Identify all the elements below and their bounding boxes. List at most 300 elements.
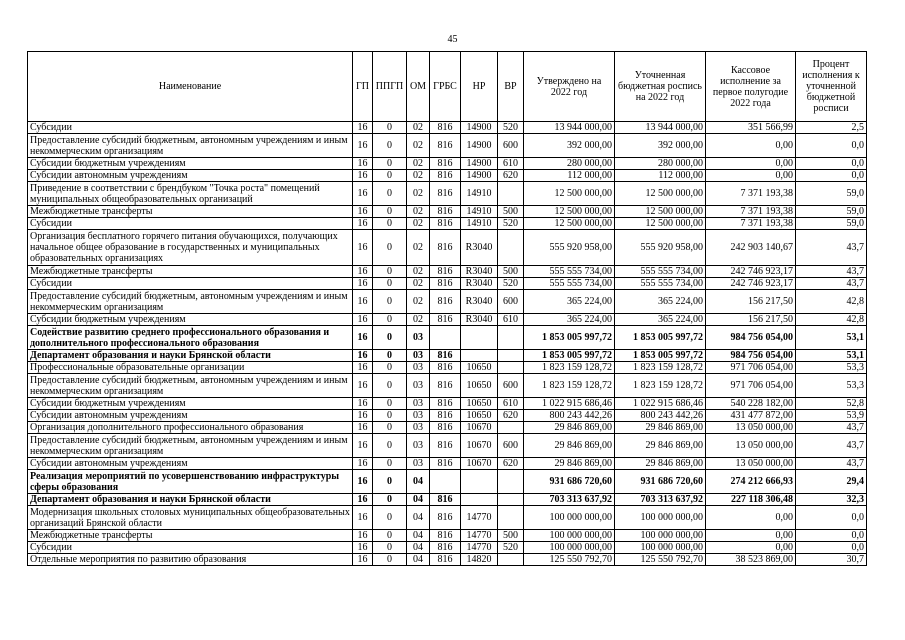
cell-percent: 53,3 bbox=[796, 362, 867, 374]
cell-refined: 1 853 005 997,72 bbox=[615, 350, 706, 362]
cell-gp: 16 bbox=[353, 230, 373, 266]
cell-refined: 1 853 005 997,72 bbox=[615, 326, 706, 350]
table-row bbox=[28, 542, 867, 554]
cell-nr: 10650 bbox=[461, 362, 498, 374]
cell-gp: 16 bbox=[353, 470, 373, 494]
cell-name: Реализация мероприятий по усовершенствованию инфраструктуры сферы образования bbox=[28, 470, 353, 494]
page-number: 45 bbox=[447, 34, 458, 45]
cell-om: 02 bbox=[407, 170, 430, 182]
cell-ppgp: 0 bbox=[373, 290, 407, 314]
cell-refined: 1 823 159 128,72 bbox=[615, 374, 706, 398]
cell-cash: 0,00 bbox=[706, 134, 796, 158]
cell-gp: 16 bbox=[353, 158, 373, 170]
cell-ppgp: 0 bbox=[373, 410, 407, 422]
table-row bbox=[28, 122, 867, 134]
table-row bbox=[28, 494, 867, 506]
cell-approved: 800 243 442,26 bbox=[524, 410, 615, 422]
cell-approved: 392 000,00 bbox=[524, 134, 615, 158]
cell-name: Субсидии bbox=[28, 542, 353, 554]
cell-gp: 16 bbox=[353, 398, 373, 410]
cell-om: 02 bbox=[407, 158, 430, 170]
cell-grbs: 816 bbox=[430, 182, 461, 206]
cell-nr: 14910 bbox=[461, 218, 498, 230]
cell-grbs bbox=[430, 326, 461, 350]
cell-ppgp: 0 bbox=[373, 542, 407, 554]
table-row bbox=[28, 458, 867, 470]
cell-grbs: 816 bbox=[430, 374, 461, 398]
cell-cash: 7 371 193,38 bbox=[706, 182, 796, 206]
cell-nr: 10650 bbox=[461, 410, 498, 422]
table-row bbox=[28, 314, 867, 326]
cell-om: 02 bbox=[407, 278, 430, 290]
cell-name: Департамент образования и науки Брянской области bbox=[28, 350, 353, 362]
cell-name: Содействие развитию среднего профессионального образования и дополнительного профессионального образования bbox=[28, 326, 353, 350]
cell-nr: 10650 bbox=[461, 374, 498, 398]
cell-percent: 59,0 bbox=[796, 218, 867, 230]
cell-cash: 242 903 140,67 bbox=[706, 230, 796, 266]
cell-om: 02 bbox=[407, 134, 430, 158]
cell-percent: 32,3 bbox=[796, 494, 867, 506]
cell-refined: 100 000 000,00 bbox=[615, 506, 706, 530]
cell-grbs: 816 bbox=[430, 134, 461, 158]
cell-gp: 16 bbox=[353, 458, 373, 470]
cell-om: 03 bbox=[407, 362, 430, 374]
cell-ppgp: 0 bbox=[373, 134, 407, 158]
cell-om: 04 bbox=[407, 506, 430, 530]
cell-cash: 242 746 923,17 bbox=[706, 266, 796, 278]
cell-approved: 365 224,00 bbox=[524, 290, 615, 314]
cell-nr bbox=[461, 494, 498, 506]
cell-name: Субсидии автономным учреждениям bbox=[28, 410, 353, 422]
cell-gp: 16 bbox=[353, 326, 373, 350]
cell-percent: 2,5 bbox=[796, 122, 867, 134]
table-row bbox=[28, 326, 867, 350]
cell-gp: 16 bbox=[353, 218, 373, 230]
cell-percent: 43,7 bbox=[796, 266, 867, 278]
cell-grbs: 816 bbox=[430, 350, 461, 362]
cell-grbs: 816 bbox=[430, 554, 461, 566]
cell-grbs: 816 bbox=[430, 218, 461, 230]
cell-refined: 13 944 000,00 bbox=[615, 122, 706, 134]
cell-vr bbox=[498, 230, 524, 266]
cell-name: Предоставление субсидий бюджетным, автономным учреждениям и иным некоммерческим организациям bbox=[28, 134, 353, 158]
cell-ppgp: 0 bbox=[373, 530, 407, 542]
cell-name: Субсидии автономным учреждениям bbox=[28, 458, 353, 470]
cell-cash: 0,00 bbox=[706, 506, 796, 530]
table-row bbox=[28, 134, 867, 158]
cell-ppgp: 0 bbox=[373, 182, 407, 206]
cell-vr bbox=[498, 422, 524, 434]
cell-name: Модернизация школьных столовых муниципальных общеобразовательных организаций Брянской области bbox=[28, 506, 353, 530]
cell-gp: 16 bbox=[353, 134, 373, 158]
table-row bbox=[28, 290, 867, 314]
cell-cash: 971 706 054,00 bbox=[706, 362, 796, 374]
table-body bbox=[28, 122, 867, 566]
cell-refined: 12 500 000,00 bbox=[615, 182, 706, 206]
cell-om: 04 bbox=[407, 530, 430, 542]
cell-ppgp: 0 bbox=[373, 362, 407, 374]
cell-om: 02 bbox=[407, 290, 430, 314]
cell-cash: 0,00 bbox=[706, 530, 796, 542]
table-row bbox=[28, 206, 867, 218]
cell-om: 02 bbox=[407, 266, 430, 278]
cell-percent: 43,7 bbox=[796, 458, 867, 470]
cell-gp: 16 bbox=[353, 554, 373, 566]
cell-gp: 16 bbox=[353, 542, 373, 554]
cell-percent: 29,4 bbox=[796, 470, 867, 494]
cell-vr bbox=[498, 470, 524, 494]
cell-refined: 112 000,00 bbox=[615, 170, 706, 182]
cell-nr: 10670 bbox=[461, 422, 498, 434]
header-ppgp: ППГП bbox=[373, 52, 407, 122]
cell-percent: 42,8 bbox=[796, 290, 867, 314]
header-vr: ВР bbox=[498, 52, 524, 122]
cell-approved: 280 000,00 bbox=[524, 158, 615, 170]
cell-grbs: 816 bbox=[430, 314, 461, 326]
cell-nr: 14900 bbox=[461, 158, 498, 170]
cell-name: Приведение в соответствии с брендбуком "Точка роста" помещений муниципальных общеобразовательных организаций bbox=[28, 182, 353, 206]
cell-om: 04 bbox=[407, 494, 430, 506]
cell-percent: 0,0 bbox=[796, 158, 867, 170]
cell-approved: 29 846 869,00 bbox=[524, 434, 615, 458]
cell-nr bbox=[461, 350, 498, 362]
cell-approved: 29 846 869,00 bbox=[524, 422, 615, 434]
cell-ppgp: 0 bbox=[373, 218, 407, 230]
cell-approved: 12 500 000,00 bbox=[524, 206, 615, 218]
table-row bbox=[28, 362, 867, 374]
cell-gp: 16 bbox=[353, 314, 373, 326]
cell-cash: 431 477 872,00 bbox=[706, 410, 796, 422]
cell-refined: 1 823 159 128,72 bbox=[615, 362, 706, 374]
cell-refined: 555 555 734,00 bbox=[615, 278, 706, 290]
cell-ppgp: 0 bbox=[373, 554, 407, 566]
cell-om: 03 bbox=[407, 458, 430, 470]
header-om: ОМ bbox=[407, 52, 430, 122]
table-row bbox=[28, 158, 867, 170]
cell-refined: 100 000 000,00 bbox=[615, 530, 706, 542]
cell-om: 02 bbox=[407, 230, 430, 266]
cell-vr: 610 bbox=[498, 398, 524, 410]
cell-gp: 16 bbox=[353, 362, 373, 374]
cell-ppgp: 0 bbox=[373, 458, 407, 470]
cell-nr: 14900 bbox=[461, 122, 498, 134]
cell-vr: 520 bbox=[498, 122, 524, 134]
cell-approved: 12 500 000,00 bbox=[524, 218, 615, 230]
cell-approved: 100 000 000,00 bbox=[524, 530, 615, 542]
table-row bbox=[28, 230, 867, 266]
cell-grbs: 816 bbox=[430, 434, 461, 458]
cell-cash: 0,00 bbox=[706, 158, 796, 170]
cell-name: Профессиональные образовательные организации bbox=[28, 362, 353, 374]
cell-nr: R3040 bbox=[461, 278, 498, 290]
cell-name: Субсидии bbox=[28, 122, 353, 134]
cell-approved: 931 686 720,60 bbox=[524, 470, 615, 494]
cell-nr: 14910 bbox=[461, 182, 498, 206]
cell-om: 03 bbox=[407, 434, 430, 458]
header-row bbox=[28, 52, 867, 122]
cell-approved: 100 000 000,00 bbox=[524, 506, 615, 530]
cell-gp: 16 bbox=[353, 182, 373, 206]
table-row bbox=[28, 266, 867, 278]
cell-percent: 0,0 bbox=[796, 530, 867, 542]
header-approved: Утверждено на 2022 год bbox=[524, 52, 615, 122]
cell-vr: 620 bbox=[498, 410, 524, 422]
cell-name: Организация дополнительного профессионального образования bbox=[28, 422, 353, 434]
cell-approved: 112 000,00 bbox=[524, 170, 615, 182]
cell-percent: 53,1 bbox=[796, 350, 867, 362]
cell-ppgp: 0 bbox=[373, 314, 407, 326]
cell-refined: 703 313 637,92 bbox=[615, 494, 706, 506]
cell-refined: 1 022 915 686,46 bbox=[615, 398, 706, 410]
cell-approved: 1 823 159 128,72 bbox=[524, 362, 615, 374]
cell-refined: 800 243 442,26 bbox=[615, 410, 706, 422]
cell-cash: 7 371 193,38 bbox=[706, 206, 796, 218]
cell-refined: 365 224,00 bbox=[615, 290, 706, 314]
cell-om: 03 bbox=[407, 422, 430, 434]
cell-refined: 555 555 734,00 bbox=[615, 266, 706, 278]
cell-om: 03 bbox=[407, 374, 430, 398]
cell-grbs: 816 bbox=[430, 398, 461, 410]
cell-approved: 1 823 159 128,72 bbox=[524, 374, 615, 398]
table-row bbox=[28, 350, 867, 362]
cell-gp: 16 bbox=[353, 422, 373, 434]
cell-cash: 7 371 193,38 bbox=[706, 218, 796, 230]
cell-vr bbox=[498, 506, 524, 530]
cell-grbs: 816 bbox=[430, 170, 461, 182]
cell-nr: 14820 bbox=[461, 554, 498, 566]
cell-cash: 156 217,50 bbox=[706, 290, 796, 314]
cell-name: Межбюджетные трансферты bbox=[28, 530, 353, 542]
cell-gp: 16 bbox=[353, 494, 373, 506]
cell-ppgp: 0 bbox=[373, 470, 407, 494]
cell-name: Субсидии автономным учреждениям bbox=[28, 170, 353, 182]
cell-percent: 59,0 bbox=[796, 182, 867, 206]
table-row bbox=[28, 182, 867, 206]
cell-ppgp: 0 bbox=[373, 158, 407, 170]
cell-ppgp: 0 bbox=[373, 278, 407, 290]
cell-name: Организация бесплатного горячего питания обучающихся, получающих начальное общее образование в государственных и муниципальных образовательных организациях bbox=[28, 230, 353, 266]
cell-vr: 500 bbox=[498, 266, 524, 278]
cell-om: 03 bbox=[407, 398, 430, 410]
cell-cash: 540 228 182,00 bbox=[706, 398, 796, 410]
cell-approved: 555 920 958,00 bbox=[524, 230, 615, 266]
cell-gp: 16 bbox=[353, 530, 373, 542]
cell-ppgp: 0 bbox=[373, 494, 407, 506]
cell-gp: 16 bbox=[353, 410, 373, 422]
cell-ppgp: 0 bbox=[373, 206, 407, 218]
cell-cash: 242 746 923,17 bbox=[706, 278, 796, 290]
cell-name: Субсидии бюджетным учреждениям bbox=[28, 158, 353, 170]
cell-approved: 365 224,00 bbox=[524, 314, 615, 326]
cell-ppgp: 0 bbox=[373, 374, 407, 398]
cell-name: Отдельные мероприятия по развитию образования bbox=[28, 554, 353, 566]
table-row bbox=[28, 218, 867, 230]
cell-gp: 16 bbox=[353, 122, 373, 134]
cell-om: 03 bbox=[407, 410, 430, 422]
cell-refined: 392 000,00 bbox=[615, 134, 706, 158]
header-nr: НР bbox=[461, 52, 498, 122]
cell-name: Субсидии bbox=[28, 218, 353, 230]
cell-vr: 610 bbox=[498, 158, 524, 170]
cell-approved: 555 555 734,00 bbox=[524, 266, 615, 278]
cell-nr: 14770 bbox=[461, 542, 498, 554]
cell-gp: 16 bbox=[353, 206, 373, 218]
cell-vr: 620 bbox=[498, 170, 524, 182]
cell-refined: 12 500 000,00 bbox=[615, 206, 706, 218]
cell-gp: 16 bbox=[353, 374, 373, 398]
cell-grbs: 816 bbox=[430, 278, 461, 290]
cell-approved: 703 313 637,92 bbox=[524, 494, 615, 506]
table-row bbox=[28, 434, 867, 458]
cell-percent: 42,8 bbox=[796, 314, 867, 326]
cell-approved: 1 853 005 997,72 bbox=[524, 350, 615, 362]
cell-gp: 16 bbox=[353, 278, 373, 290]
cell-grbs: 816 bbox=[430, 290, 461, 314]
cell-vr: 600 bbox=[498, 134, 524, 158]
cell-percent: 53,3 bbox=[796, 374, 867, 398]
cell-nr: R3040 bbox=[461, 314, 498, 326]
cell-ppgp: 0 bbox=[373, 326, 407, 350]
cell-grbs: 816 bbox=[430, 230, 461, 266]
cell-nr: R3040 bbox=[461, 290, 498, 314]
cell-refined: 29 846 869,00 bbox=[615, 422, 706, 434]
cell-refined: 555 920 958,00 bbox=[615, 230, 706, 266]
cell-nr bbox=[461, 470, 498, 494]
cell-nr: R3040 bbox=[461, 266, 498, 278]
cell-approved: 13 944 000,00 bbox=[524, 122, 615, 134]
table-row bbox=[28, 374, 867, 398]
cell-om: 04 bbox=[407, 554, 430, 566]
cell-vr bbox=[498, 362, 524, 374]
cell-om: 02 bbox=[407, 122, 430, 134]
cell-grbs: 816 bbox=[430, 158, 461, 170]
budget-table bbox=[27, 51, 867, 566]
table-row bbox=[28, 554, 867, 566]
cell-refined: 931 686 720,60 bbox=[615, 470, 706, 494]
cell-percent: 59,0 bbox=[796, 206, 867, 218]
cell-om: 02 bbox=[407, 218, 430, 230]
cell-nr: 14770 bbox=[461, 506, 498, 530]
cell-ppgp: 0 bbox=[373, 506, 407, 530]
cell-ppgp: 0 bbox=[373, 170, 407, 182]
cell-nr: 10670 bbox=[461, 434, 498, 458]
cell-name: Субсидии бюджетным учреждениям bbox=[28, 398, 353, 410]
cell-vr: 500 bbox=[498, 206, 524, 218]
header-gp: ГП bbox=[353, 52, 373, 122]
cell-gp: 16 bbox=[353, 350, 373, 362]
cell-vr bbox=[498, 182, 524, 206]
cell-vr bbox=[498, 350, 524, 362]
cell-om: 03 bbox=[407, 350, 430, 362]
cell-vr: 600 bbox=[498, 290, 524, 314]
cell-gp: 16 bbox=[353, 266, 373, 278]
table-row bbox=[28, 470, 867, 494]
table-row bbox=[28, 410, 867, 422]
cell-refined: 100 000 000,00 bbox=[615, 542, 706, 554]
cell-om: 02 bbox=[407, 206, 430, 218]
cell-cash: 351 566,99 bbox=[706, 122, 796, 134]
table-row bbox=[28, 422, 867, 434]
cell-percent: 43,7 bbox=[796, 422, 867, 434]
cell-cash: 13 050 000,00 bbox=[706, 458, 796, 470]
cell-cash: 274 212 666,93 bbox=[706, 470, 796, 494]
cell-refined: 12 500 000,00 bbox=[615, 218, 706, 230]
header-percent: Процент исполнения к уточненной бюджетной росписи bbox=[796, 52, 867, 122]
cell-approved: 12 500 000,00 bbox=[524, 182, 615, 206]
cell-vr: 620 bbox=[498, 458, 524, 470]
cell-ppgp: 0 bbox=[373, 266, 407, 278]
cell-nr: 14900 bbox=[461, 134, 498, 158]
cell-cash: 38 523 869,00 bbox=[706, 554, 796, 566]
cell-grbs bbox=[430, 470, 461, 494]
cell-vr: 520 bbox=[498, 542, 524, 554]
cell-grbs: 816 bbox=[430, 362, 461, 374]
cell-nr: 14910 bbox=[461, 206, 498, 218]
cell-ppgp: 0 bbox=[373, 230, 407, 266]
cell-ppgp: 0 bbox=[373, 350, 407, 362]
cell-gp: 16 bbox=[353, 290, 373, 314]
cell-approved: 555 555 734,00 bbox=[524, 278, 615, 290]
cell-refined: 125 550 792,70 bbox=[615, 554, 706, 566]
cell-percent: 30,7 bbox=[796, 554, 867, 566]
cell-ppgp: 0 bbox=[373, 422, 407, 434]
cell-grbs: 816 bbox=[430, 458, 461, 470]
cell-approved: 100 000 000,00 bbox=[524, 542, 615, 554]
table-row bbox=[28, 506, 867, 530]
cell-approved: 29 846 869,00 bbox=[524, 458, 615, 470]
header-cash: Кассовое исполнение за первое полугодие 2022 года bbox=[706, 52, 796, 122]
cell-percent: 0,0 bbox=[796, 542, 867, 554]
cell-vr: 600 bbox=[498, 434, 524, 458]
cell-percent: 43,7 bbox=[796, 434, 867, 458]
cell-cash: 13 050 000,00 bbox=[706, 434, 796, 458]
table-row bbox=[28, 170, 867, 182]
cell-name: Межбюджетные трансферты bbox=[28, 266, 353, 278]
cell-om: 03 bbox=[407, 326, 430, 350]
cell-grbs: 816 bbox=[430, 506, 461, 530]
cell-name: Межбюджетные трансферты bbox=[28, 206, 353, 218]
cell-grbs: 816 bbox=[430, 266, 461, 278]
cell-nr: 14900 bbox=[461, 170, 498, 182]
cell-om: 04 bbox=[407, 542, 430, 554]
cell-cash: 13 050 000,00 bbox=[706, 422, 796, 434]
table-row bbox=[28, 530, 867, 542]
cell-nr: 14770 bbox=[461, 530, 498, 542]
cell-grbs: 816 bbox=[430, 542, 461, 554]
cell-refined: 29 846 869,00 bbox=[615, 458, 706, 470]
cell-om: 02 bbox=[407, 182, 430, 206]
cell-gp: 16 bbox=[353, 506, 373, 530]
cell-ppgp: 0 bbox=[373, 434, 407, 458]
cell-gp: 16 bbox=[353, 170, 373, 182]
cell-percent: 53,9 bbox=[796, 410, 867, 422]
cell-percent: 43,7 bbox=[796, 230, 867, 266]
cell-ppgp: 0 bbox=[373, 122, 407, 134]
header-name: Наименование bbox=[28, 52, 353, 122]
cell-nr: 10650 bbox=[461, 398, 498, 410]
cell-om: 04 bbox=[407, 470, 430, 494]
cell-cash: 984 756 054,00 bbox=[706, 350, 796, 362]
cell-vr: 610 bbox=[498, 314, 524, 326]
cell-name: Субсидии bbox=[28, 278, 353, 290]
cell-vr: 520 bbox=[498, 218, 524, 230]
cell-cash: 0,00 bbox=[706, 170, 796, 182]
cell-percent: 53,1 bbox=[796, 326, 867, 350]
cell-approved: 1 022 915 686,46 bbox=[524, 398, 615, 410]
cell-name: Предоставление субсидий бюджетным, автономным учреждениям и иным некоммерческим организациям bbox=[28, 290, 353, 314]
cell-approved: 1 853 005 997,72 bbox=[524, 326, 615, 350]
cell-refined: 29 846 869,00 bbox=[615, 434, 706, 458]
